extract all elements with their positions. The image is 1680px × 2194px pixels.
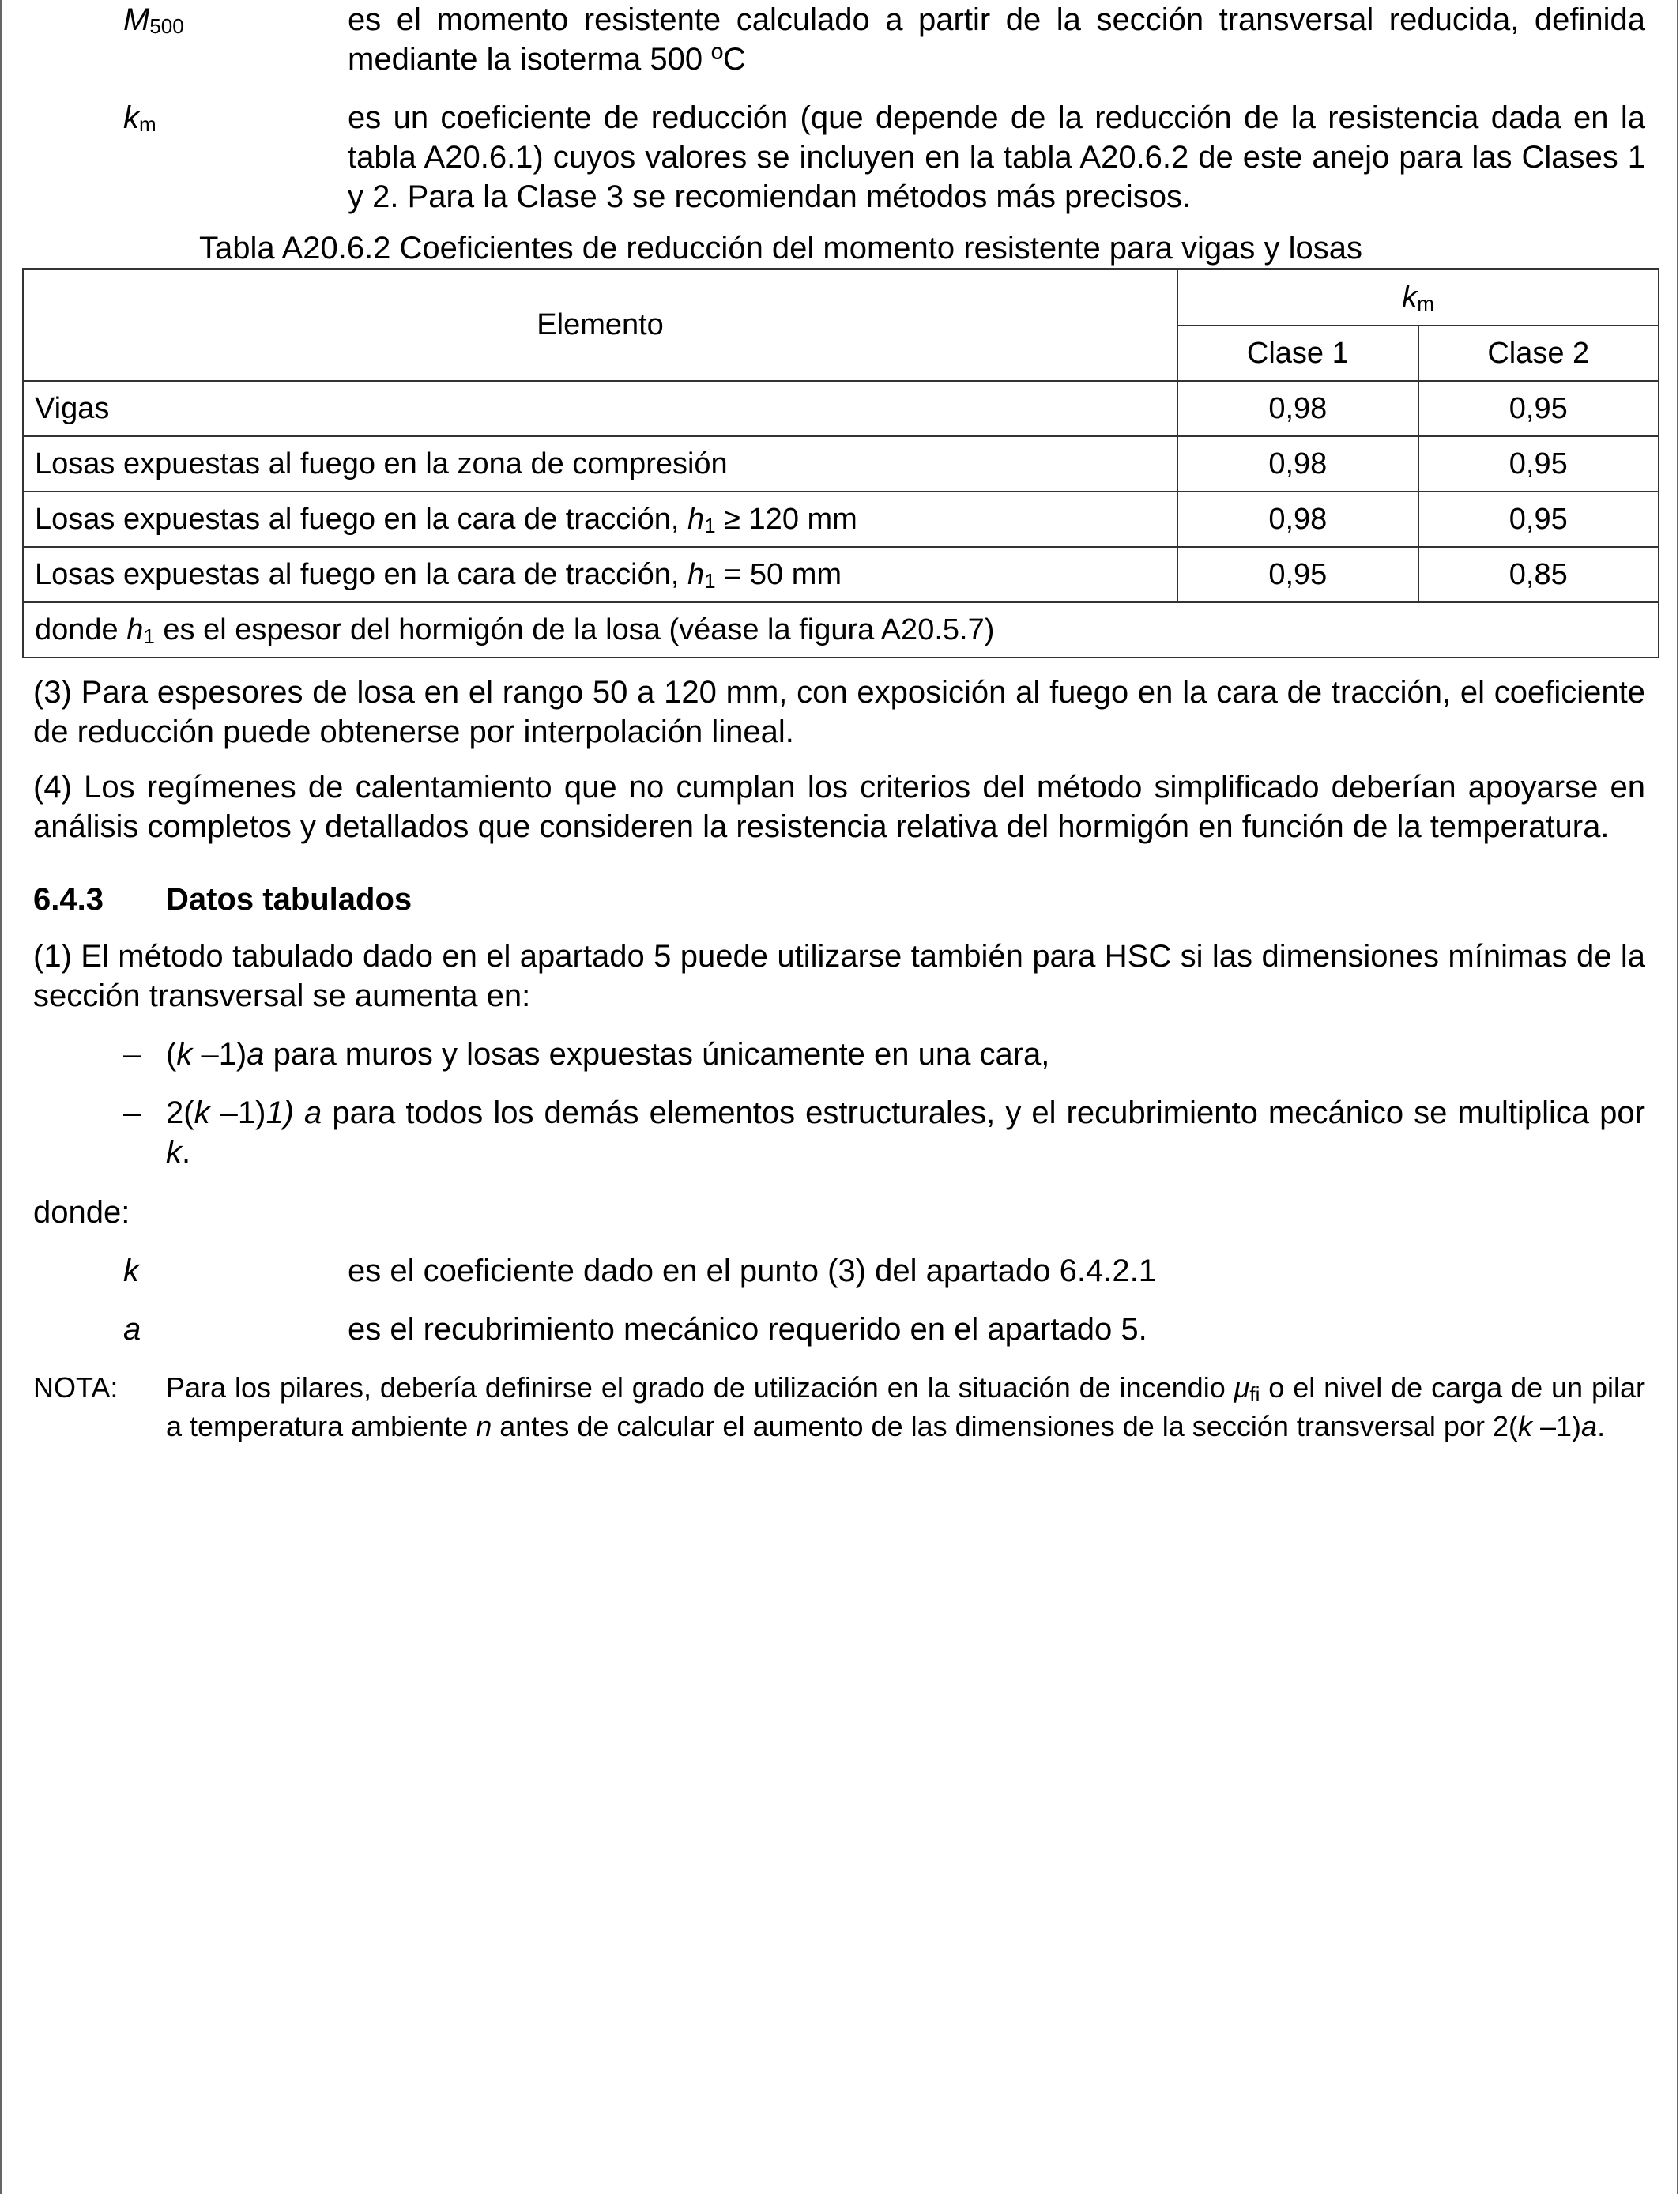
definition-km (33, 98, 1645, 217)
table-row (23, 547, 1659, 602)
list-item (33, 1035, 1645, 1074)
definition-m500 (33, 0, 1645, 79)
list-item-text: (k –1)a para muros y losas expuestas únicamente en una cara, (166, 1037, 1050, 1072)
donde-label: donde: (33, 1195, 130, 1230)
table-caption: Tabla A20.6.2 Coeficientes de reducción del momento resistente para vigas y losas (199, 231, 1362, 266)
header-km: $k_m$ (1177, 269, 1659, 326)
page-content (33, 0, 1645, 1445)
definition-k (33, 1251, 1645, 1291)
note-text: Para los pilares, debería definirse el grado de utilización en la situación de incendio $\mu_{fi}$ o el nivel de carga de un pilar a temperatura ambiente n antes de calcular el aumento de las dimensiones de la sección transversal por 2(k –1)a. (166, 1371, 1645, 1442)
row-clase-1: 0,98 (1177, 492, 1418, 547)
row-element: Vigas (23, 381, 1177, 436)
list-dash: – (123, 1037, 141, 1072)
table-footer-row (23, 602, 1659, 658)
list-item-text: 2(k –1)1) a para todos los demás elementos estructurales, y el recubrimiento mecánico se multiplica por k. (166, 1095, 1645, 1170)
definition-symbol: a (123, 1312, 141, 1347)
section-number: 6.4.3 (33, 882, 104, 917)
reduction-coefficients-table (22, 268, 1659, 658)
table-row (23, 381, 1659, 436)
row-clase-1: 0,98 (1177, 381, 1418, 436)
definition-text: es el recubrimiento mecánico requerido en el apartado 5. (348, 1312, 1147, 1347)
row-clase-1: 0,98 (1177, 436, 1418, 492)
definition-symbol: $M_{500}$ (123, 2, 184, 38)
row-clase-2: 0,85 (1418, 547, 1659, 602)
definition-text: es el momento resistente calculado a partir de la sección transversal reducida, definida mediante la isoterma 500 ºC (348, 2, 1645, 77)
row-element: Losas expuestas al fuego en la zona de compresión (23, 436, 1177, 492)
list-item (33, 1093, 1645, 1172)
header-clase-1: Clase 1 (1177, 326, 1418, 381)
row-clase-1: 0,95 (1177, 547, 1418, 602)
section-title: Datos tabulados (166, 882, 412, 917)
paragraph-3: (3) Para espesores de losa en el rango 50 a 120 mm, con exposición al fuego en la cara de tracción, el coeficiente de reducción puede obtenerse por interpolación lineal. (33, 675, 1645, 749)
row-clase-2: 0,95 (1418, 381, 1659, 436)
table-row (23, 436, 1659, 492)
row-clase-2: 0,95 (1418, 492, 1659, 547)
paragraph-4: (4) Los regímenes de calentamiento que no cumplan los criterios del método simplificado deberían apoyarse en análisis completos y detallados que consideren la resistencia relativa del hormigón en función de la temperatura. (33, 770, 1645, 844)
definition-a (33, 1310, 1645, 1349)
row-clase-2: 0,95 (1418, 436, 1659, 492)
header-element: Elemento (23, 269, 1177, 381)
definition-text: es un coeficiente de reducción (que depende de la reducción de la resistencia dada en la tabla A20.6.1) cuyos valores se incluyen en la tabla A20.6.2 de este anejo para las Clases 1 y 2. Para la Clase 3 se recomiendan métodos más precisos. (348, 100, 1645, 214)
definition-symbol: k (123, 1253, 139, 1288)
definition-symbol: $k_m$ (123, 100, 156, 136)
paragraph-1: (1) El método tabulado dado en el apartado 5 puede utilizarse también para HSC si las dimensiones mínimas de la sección transversal se aumenta en: (33, 939, 1645, 1013)
table-footnote: donde $h_1$ es el espesor del hormigón de la losa (véase la figura A20.5.7) (23, 602, 1659, 658)
header-clase-2: Clase 2 (1418, 326, 1659, 381)
section-heading (33, 880, 1645, 919)
row-element: Losas expuestas al fuego en la cara de tracción, $h_1 = 50$ mm (23, 547, 1177, 602)
table-row (23, 492, 1659, 547)
definition-text: es el coeficiente dado en el punto (3) del apartado 6.4.2.1 (348, 1253, 1156, 1288)
note (33, 1370, 1645, 1445)
row-element: Losas expuestas al fuego en la cara de tracción, $h_1 \ge 120$ mm (23, 492, 1177, 547)
note-label: NOTA: (33, 1371, 119, 1404)
list-dash: – (123, 1095, 141, 1130)
